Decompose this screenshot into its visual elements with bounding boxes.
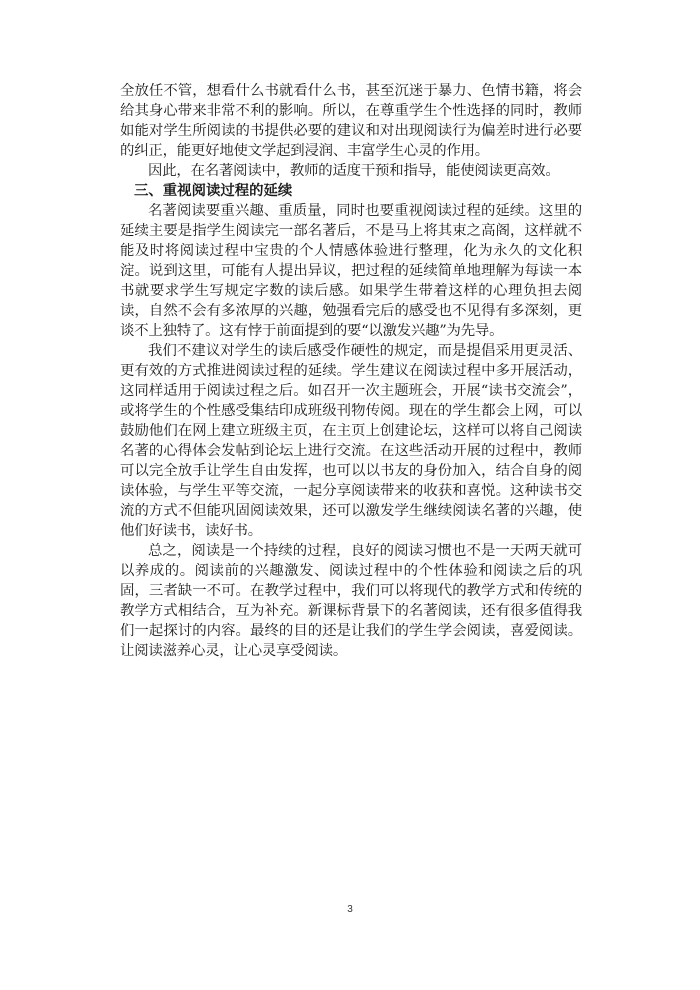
page-number: 3 (347, 904, 353, 915)
document-body (120, 81, 582, 661)
paragraph-conclusion-guidance: 因此，在名著阅读中，教师的适度干预和指导，能使阅读更高效。 (148, 163, 560, 179)
section-heading: 三、重视阅读过程的延续 (134, 183, 293, 199)
paragraph-continuation: 全放任不管，想看什么书就看什么书，甚至沉迷于暴力、色情书籍，将会给其身心带来非常不利的影响。所以，在尊重学生个性选择的同时，教师如能对学生所阅读的书提供必要的建议和对出现阅读行为偏差时进行必要的纠正，能更好地使文学起到浸润、丰富学生心灵的作用。 (120, 83, 582, 159)
paragraph-reading-continuation: 名著阅读要重兴趣、重质量，同时也要重视阅读过程的延续。这里的延续主要是指学生阅读完一部名著后，不是马上将其束之高阁，这样就不能及时将阅读过程中宝贵的个人情感体验进行整理，化为永久的文化积淀。说到这里，可能有人提出异议，把过程的延续简单地理解为每读一本书就要求学生写规定字数的读后感。如果学生带着这样的心理负担去阅读，自然不会有多浓厚的兴趣，勉强看完后的感受也不见得有多深刻，更谈不上独特了。这有悖于前面提到的要“以激发兴趣”为先导。 (120, 203, 582, 339)
paragraph-summary: 总之，阅读是一个持续的过程，良好的阅读习惯也不是一天两天就可以养成的。阅读前的兴趣激发、阅读过程中的个性体验和阅读之后的巩固，三者缺一不可。在教学过程中，我们可以将现代的教学方式和传统的教学方式相结合，互为补充。新课标背景下的名著阅读，还有很多值得我们一起探讨的内容。最终的目的还是让我们的学生学会阅读，喜爱阅读。让阅读滋养心灵，让心灵享受阅读。 (120, 543, 582, 659)
paragraph-flexible-methods: 我们不建议对学生的读后感受作硬性的规定，而是提倡采用更灵活、更有效的方式推进阅读过程的延续。学生建议在阅读过程中多开展活动，这同样适用于阅读过程之后。如召开一次主题班会，开展“读书交流会”，或将学生的个性感受集结印成班级刊物传阅。现在的学生都会上网，可以鼓励他们在网上建立班级主页，在主页上创建论坛，这样可以将自己阅读名著的心得体会发帖到论坛上进行交流。在这些活动开展的过程中，教师可以完全放手让学生自由发挥，也可以以书友的身份加入，结合自身的阅读体验，与学生平等交流，一起分享阅读带来的收获和喜悦。这种读书交流的方式不但能巩固阅读效果，还可以激发学生继续阅读名著的兴趣，使他们好读书，读好书。 (120, 343, 582, 539)
